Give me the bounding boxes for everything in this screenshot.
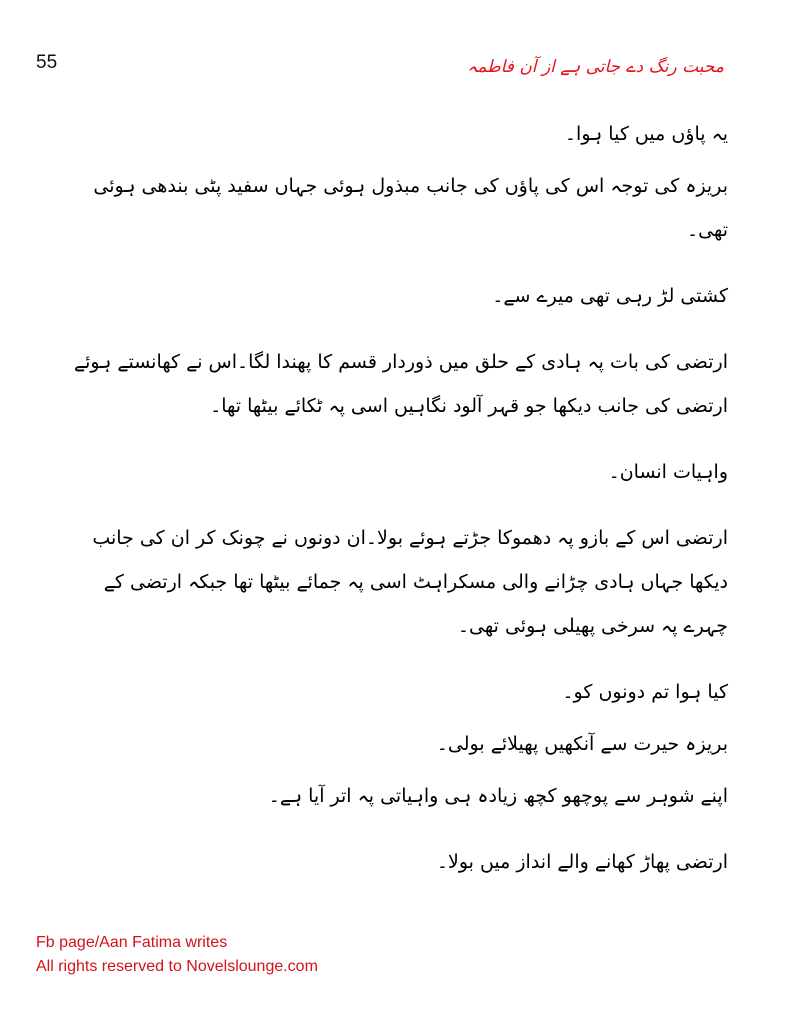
body-text xyxy=(64,112,728,906)
footer-credits xyxy=(36,931,318,979)
footer-rights: All rights reserved to Novelslounge.com xyxy=(36,958,318,975)
paragraph-7: کیا ہوا تم دونوں کو۔ xyxy=(562,681,728,703)
paragraph-6: ارتضی اس کے بازو پہ دھموکا جڑتے ہوئے بولا۔ان دونوں نے چونک کر ان کی جانب دیکھا جہاں ہادی چڑانے والی مسکراہٹ اسی پہ جمائے بیٹھا تھا جبکہ ارتضی کے چہرے پہ سرخی پھیلی ہوئی تھی۔ xyxy=(92,527,728,637)
paragraph-2: بریزہ کی توجہ اس کی پاؤں کی جانب مبذول ہوئی جہاں سفید پٹی بندھی ہوئی تھی۔ xyxy=(93,175,728,241)
paragraph-9: اپنے شوہر سے پوچھو کچھ زیادہ ہی واہیاتی پہ اتر آیا ہے۔ xyxy=(268,785,728,807)
page-number: 55 xyxy=(36,52,58,73)
paragraph-10: ارتضی پھاڑ کھانے والے انداز میں بولا۔ xyxy=(436,851,728,873)
footer-fb-page: Fb page/Aan Fatima writes xyxy=(36,934,228,951)
paragraph-3: کشتی لڑ رہی تھی میرے سے۔ xyxy=(492,285,728,307)
paragraph-1: یہ پاؤں میں کیا ہوا۔ xyxy=(564,123,728,145)
paragraph-5: واہیات انسان۔ xyxy=(608,461,728,483)
paragraph-8: بریزہ حیرت سے آنکھیں پھیلائے بولی۔ xyxy=(436,733,728,755)
running-header-title: محبت رنگ دے جاتی ہے از آن فاطمہ xyxy=(467,57,724,77)
paragraph-4: ارتضی کی بات پہ ہادی کے حلق میں ذوردار قسم کا پھندا لگا۔اس نے کھانستے ہوئے ارتضی کی جانب دیکھا جو قہر آلود نگاہیں اسی پہ ٹکائے بیٹھا تھا۔ xyxy=(73,351,728,417)
